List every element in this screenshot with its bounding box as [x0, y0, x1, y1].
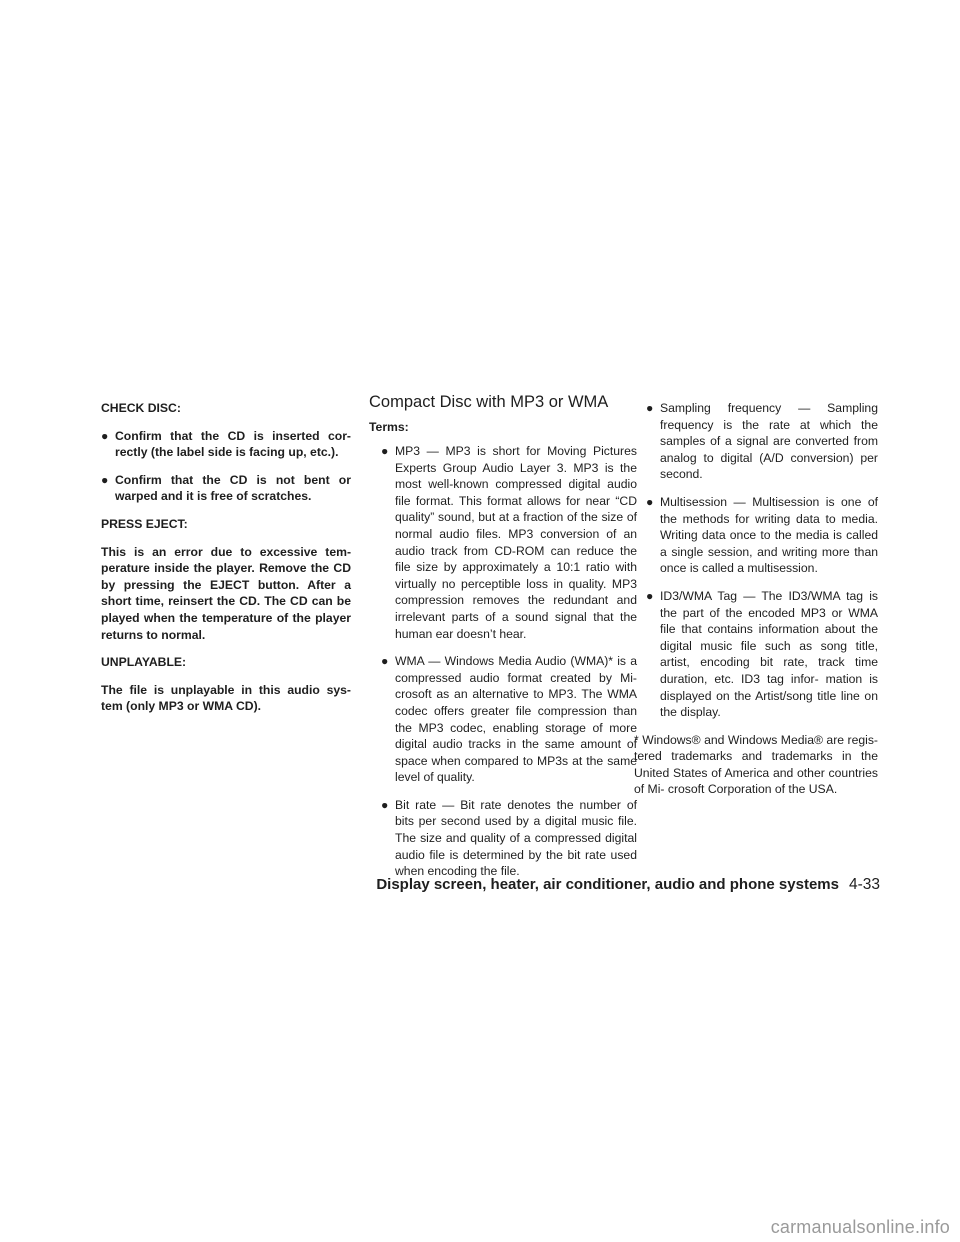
term-bullet — [634, 588, 878, 721]
watermark: carmanualsonline.info — [770, 1217, 950, 1237]
terms-label: Terms: — [369, 420, 409, 434]
term-bullet — [369, 653, 637, 786]
bullet-icon: ● — [646, 494, 654, 509]
term-bullet — [369, 443, 637, 642]
middle-column — [369, 393, 637, 891]
bullet-icon: ● — [101, 472, 109, 487]
bullet-icon: ● — [381, 654, 389, 669]
term-text: Bit rate — Bit rate denotes the number of bits per second used by a digital music file. The size and quality of a compressed digital audio file is determined by the bit rate used when encoding the file. — [395, 797, 637, 879]
term-text: WMA — Windows Media Audio (WMA)* is a compressed audio format created by Mi- crosoft as an alternative to MP3. The WMA codec offers greater file compression than the MP3 codec, enabling storage of more digital audio tracks in the same amount of space when compared to MP3s at the same level of quality. — [395, 654, 637, 785]
bullet-icon: ● — [381, 444, 389, 458]
bullet-icon: ● — [101, 428, 109, 443]
bullet-icon: ● — [646, 588, 654, 603]
term-bullet — [369, 797, 637, 880]
section-title: Compact Disc with MP3 or WMA — [369, 393, 609, 411]
bullet-icon: ● — [646, 401, 654, 415]
press-eject-text: This is an error due to excessive tem- perature inside the player. Remove the CD by pressing the EJECT button. After a short time, reinsert the CD. The CD can be played when the temperature of the player returns to normal. — [101, 544, 351, 642]
term-bullet — [634, 494, 878, 577]
page-number: 4-33 — [848, 876, 880, 893]
press-eject-heading: PRESS EJECT: — [101, 516, 188, 531]
term-text: Multisession — Multisession is one of the methods for writing data to media. Writing data once to the media is called a single session, and writing more than once is called a multisession. — [660, 494, 878, 576]
bullet-text: Confirm that the CD is inserted cor- rectly (the label side is facing up, etc.). — [115, 428, 351, 460]
bullet-text: Confirm that the CD is not bent or warped and it is free of scratches. — [115, 472, 351, 504]
right-column — [634, 400, 878, 809]
unplayable-text: The file is unplayable in this audio sys- tem (only MP3 or WMA CD). — [101, 682, 351, 714]
bullet-icon: ● — [381, 797, 389, 812]
left-column — [101, 400, 351, 726]
chapter-title: Display screen, heater, air conditioner, audio and phone systems — [376, 876, 839, 893]
check-disc-heading: CHECK DISC: — [101, 401, 181, 415]
term-text: ID3/WMA Tag — The ID3/WMA tag is the part of the encoded MP3 or WMA file that contains information about the digital music file such as song title, artist, encoding bit rate, track time duration, etc. ID3 tag infor- mation is displayed on the Artist/song title line on the display. — [660, 588, 878, 720]
check-disc-bullet — [101, 428, 351, 461]
page-footer — [0, 876, 880, 894]
check-disc-bullet — [101, 472, 351, 505]
term-bullet — [634, 400, 878, 483]
term-text: Sampling frequency — Sampling frequency is the rate at which the samples of a signal are converted from analog to digital (A/D conversion) per second. — [660, 401, 878, 482]
unplayable-heading: UNPLAYABLE: — [101, 655, 187, 670]
trademark-note: * Windows® and Windows Media® are regis- tered trademarks and trademarks in the United States of America and other countries of Mi- crosoft Corporation of the USA. — [634, 732, 878, 797]
term-text: MP3 — MP3 is short for Moving Pictures Experts Group Audio Layer 3. MP3 is the most well-known compressed digital audio file format. This format allows for near “CD quality” sound, but at a fraction of the size of normal audio files. MP3 conversion of an audio track from CD-ROM can reduce the file size by approximately a 10:1 ratio with virtually no perceptible loss in quality. MP3 compression removes the redundant and irrelevant parts of a sound signal that the human ear doesn’t hear. — [395, 444, 637, 641]
